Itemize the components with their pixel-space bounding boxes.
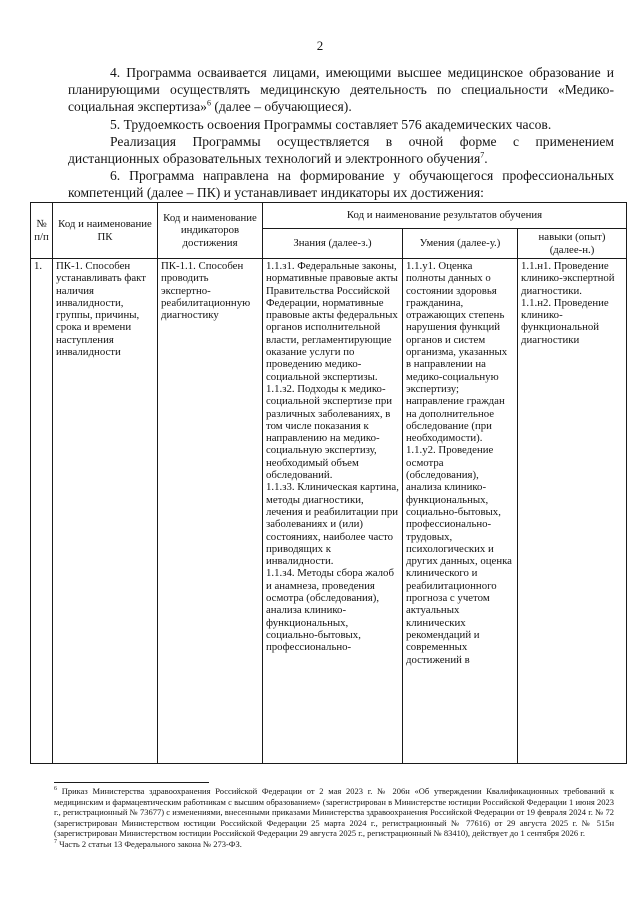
footnote-7-text: Часть 2 статьи 13 Федерального закона № 273-ФЗ. xyxy=(57,838,242,849)
paragraph-implementation-end: . xyxy=(484,151,488,167)
knowledge-item: 1.1.з3. Клиническая картина, методы диагностики, лечения и реабилитации при заболеваниях и (или) состояниях, наиболее часто приводящих к инвалидности. xyxy=(266,481,399,568)
footnote-6-marker: 6 xyxy=(54,786,57,793)
cell-indicator: ПК-1.1. Способен проводить экспертно-реабилитационную диагностику xyxy=(158,259,263,764)
body-text xyxy=(68,64,614,202)
skill-item: 1.1.у1. Оценка полноты данных о состоянии здоровья гражданина, отражающих степень нарушения функций органов и систем организма, указанных в направлении на медико-социальную экспертизу; направление граждан на дополнительное обследование (при необходимости). xyxy=(406,260,508,445)
header-results: Код и наименование результатов обучения xyxy=(263,203,627,229)
table-header-row xyxy=(31,203,627,229)
ability-item: 1.1.н2. Проведение клинико-функциональной диагностики xyxy=(521,296,609,346)
footnote-7 xyxy=(54,839,614,850)
page-number: 2 xyxy=(316,38,324,53)
paragraph-6: 6. Программа направлена на формирование у обучающегося профессиональных компетенций (далее – ПК) и устанавливает индикаторы их достижения: xyxy=(68,168,614,201)
cell-num: 1. xyxy=(31,259,53,764)
footnotes xyxy=(54,786,614,850)
footnote-divider xyxy=(54,782,209,783)
knowledge-item: 1.1.з1. Федеральные законы, нормативные правовые акты Правительства Российской Федерации, нормативные правовые акты федеральных органов исполнительной власти, регламентирующие оказание услуги по проведению медико-социальной экспертизы. xyxy=(266,260,398,383)
footnote-7-marker: 7 xyxy=(54,839,57,846)
footnote-6-text: Приказ Министерства здравоохранения Российской Федерации от 2 мая 2023 г. № 206н «Об утверждении Квалификационных требований к медицинским и фармацевтическим работникам с высшим образованием» (зарегистрирован в Министерстве юстиции Российской Федерации 1 июня 2023 г., регистрационный № 73677) с изменениями, внесенными приказами Министерства здравоохранения Российской Федерации от 19 февраля 2024 г. № 72 (зарегистрирован Министерством юстиции Российской Федерации 25 марта 2024 г., регистрационный № 77616) от 29 августа 2025 г. № 515н (зарегистрирован Министерством юстиции Российской Федерации 29 августа 2025 г., регистрационный № 83410), действует до 1 сентября 2026 г. xyxy=(54,786,614,839)
paragraph-4-end: (далее – обучающиеся). xyxy=(210,99,352,115)
knowledge-item: 1.1.з2. Подходы к медико-социальной экспертизе при различных заболеваниях, в том числе показания к направлению на медико-социальную экспертизу, необходимый объем обследований. xyxy=(266,382,393,482)
paragraph-4-text: 4. Программа осваивается лицами, имеющими высшее медицинское образование и планирующими осуществлять медицинскую деятельность по специальности «Медико-социальная экспертиза» xyxy=(68,65,614,115)
header-indicator: Код и наименование индикаторов достижения xyxy=(158,203,263,259)
footnote-6 xyxy=(54,786,614,839)
cell-skills xyxy=(403,259,518,764)
knowledge-item: 1.1.з4. Методы сбора жалоб и анамнеза, проведения осмотра (обследования), анализа клинико-функциональных, социально-бытовых, профессионально- xyxy=(266,567,394,654)
header-skills: Умения (далее-у.) xyxy=(403,229,518,259)
footnote-ref-7: 7 xyxy=(480,150,485,160)
competency-table xyxy=(30,202,627,764)
cell-abilities xyxy=(518,259,627,764)
header-abilities: навыки (опыт) (далее-н.) xyxy=(518,229,627,259)
footnote-ref-6: 6 xyxy=(206,98,211,108)
header-num: № п/п xyxy=(31,203,53,259)
header-pk: Код и наименование ПК xyxy=(53,203,158,259)
paragraph-implementation xyxy=(68,133,614,167)
header-knowledge: Знания (далее-з.) xyxy=(263,229,403,259)
cell-pk: ПК-1. Способен устанавливать факт наличия инвалидности, группы, причины, срока и времени наступления инвалидности xyxy=(53,259,158,764)
skill-item: 1.1.у2. Проведение осмотра (обследования), анализа клинико-функциональных, социально-бытовых, профессионально-трудовых, психологических и других данных, оценка клинического и реабилитационного прогноза с учетом актуальных клинических рекомендаций и современных достижений в xyxy=(406,444,512,666)
cell-knowledge xyxy=(263,259,403,764)
table-row xyxy=(31,259,627,764)
ability-item: 1.1.н1. Проведение клинико-экспертной диагностики. xyxy=(521,260,615,297)
paragraph-4 xyxy=(68,64,614,116)
paragraph-5: 5. Трудоемкость освоения Программы составляет 576 академических часов. xyxy=(110,116,552,132)
paragraph-implementation-text: Реализация Программы осуществляется в очной форме с применением дистанционных образовательных технологий и электронного обучения xyxy=(68,133,614,167)
